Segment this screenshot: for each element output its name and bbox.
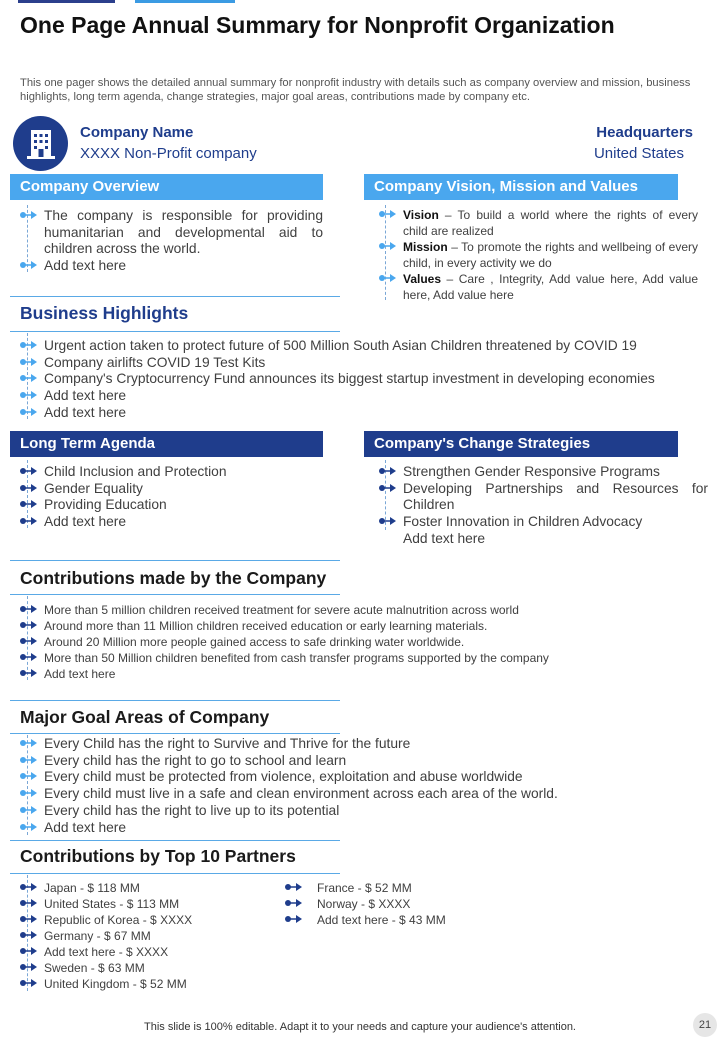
goals-rule-bottom xyxy=(10,733,340,734)
list-item-text: Add text here xyxy=(44,404,127,420)
list-item-text: Around 20 Million more people gained access to safe drinking water worldwide. xyxy=(44,635,465,649)
headquarters-value: United States xyxy=(593,145,684,162)
bullet-arrow-icon xyxy=(379,240,397,256)
bullet-arrow-icon xyxy=(20,977,38,993)
list-item-text: Norway - $ XXXX xyxy=(317,897,411,911)
contributions-rule-bottom xyxy=(10,594,340,595)
list-item xyxy=(20,481,323,498)
bullet-arrow-icon xyxy=(20,737,38,754)
bullet-arrow-icon xyxy=(20,821,38,838)
list-item xyxy=(20,880,270,896)
bullet-arrow-icon xyxy=(20,259,38,276)
bullet-arrow-icon xyxy=(20,372,38,389)
company-overview-header: Company Overview xyxy=(10,174,323,200)
list-item-text: Add text here xyxy=(44,667,116,681)
list-item-text: Around more than 11 Million children received education or early learning materials. xyxy=(44,619,488,633)
bullet-arrow-icon xyxy=(20,945,38,961)
list-item-text: Urgent action taken to protect future of 500 Million South Asian Children threatened by COVID 19 xyxy=(44,338,637,353)
headquarters-label: Headquarters xyxy=(596,124,693,141)
vision-mission-values-header: Company Vision, Mission and Values xyxy=(364,174,678,200)
bullet-arrow-icon xyxy=(20,515,38,532)
list-item xyxy=(20,258,323,275)
highlights-rule-bottom xyxy=(10,331,340,332)
list-item xyxy=(20,803,710,820)
list-item-text: Add text here xyxy=(44,388,127,404)
bullet-arrow-icon xyxy=(20,465,38,482)
bullet-arrow-icon xyxy=(285,881,303,897)
goals-list xyxy=(20,736,710,836)
highlights-list xyxy=(20,338,710,422)
company-name-label: Company Name xyxy=(80,124,194,141)
list-item-text: Every child has the right to go to school and learn xyxy=(44,752,347,768)
bullet-arrow-icon xyxy=(20,482,38,499)
bullet-arrow-icon xyxy=(20,754,38,771)
list-item xyxy=(20,208,323,258)
highlights-rule-top xyxy=(10,296,340,297)
list-item-text: Every child has the right to live up to its potential xyxy=(44,802,340,818)
list-item xyxy=(20,338,710,355)
list-item-text: Add text here xyxy=(44,258,127,274)
list-item-text: Child Inclusion and Protection xyxy=(44,464,227,479)
strategies-list xyxy=(379,464,708,548)
partners-rule-bottom xyxy=(10,873,340,874)
bullet-arrow-icon xyxy=(20,961,38,977)
bullet-arrow-icon xyxy=(20,804,38,821)
list-item xyxy=(20,976,270,992)
vision-item-label: Mission xyxy=(403,240,448,254)
bullet-arrow-icon xyxy=(379,272,397,288)
list-item-text: United States - $ 113 MM xyxy=(44,897,180,911)
list-item xyxy=(20,405,710,422)
list-item xyxy=(20,736,710,753)
list-item xyxy=(20,634,710,650)
list-item-text: Add text here - $ XXXX xyxy=(44,945,169,959)
list-item-text: Foster Innovation in Children Advocacy xyxy=(403,514,643,530)
list-item xyxy=(379,464,708,481)
list-item xyxy=(285,896,535,912)
bullet-arrow-icon xyxy=(20,603,38,619)
vision-item xyxy=(379,271,698,303)
list-item xyxy=(20,786,710,803)
list-item-text: Add text here xyxy=(44,514,127,530)
list-item xyxy=(20,602,710,618)
bullet-arrow-icon xyxy=(20,209,38,226)
overview-list xyxy=(20,208,323,275)
top-accent-bar-dark xyxy=(18,0,115,3)
partners-list-left xyxy=(20,880,270,992)
list-item-text: Add text here - $ 43 MM xyxy=(317,913,446,927)
bullet-arrow-icon xyxy=(20,406,38,423)
footer-note: This slide is 100% editable. Adapt it to your needs and capture your audience's attention. xyxy=(144,1021,576,1033)
list-item xyxy=(20,820,710,837)
contributions-list xyxy=(20,602,710,682)
business-highlights-heading: Business Highlights xyxy=(20,303,189,323)
list-item-text: Developing Partnerships and Resources for Children xyxy=(403,480,708,513)
bullet-arrow-icon xyxy=(20,667,38,683)
vision-list xyxy=(379,207,698,303)
list-item-text: Germany - $ 67 MM xyxy=(44,929,151,943)
contributions-rule-top xyxy=(10,560,340,561)
bullet-arrow-icon xyxy=(379,208,397,224)
vision-item xyxy=(379,207,698,239)
list-item-text: Add text here xyxy=(44,819,127,835)
page-subtitle: This one pager shows the detailed annual summary for nonprofit industry with details such as company overview and mission, business highlights, long term agenda, change strategies, major goal areas, contributions made by company etc. xyxy=(20,77,691,103)
list-item-text: Every Child has the right to Survive and Thrive for the future xyxy=(44,736,411,751)
list-item xyxy=(20,944,270,960)
list-item xyxy=(379,531,708,548)
bullet-arrow-icon xyxy=(20,770,38,787)
vision-item-text: – To promote the rights and wellbeing of every child, in every activity we do xyxy=(403,240,698,270)
vision-item xyxy=(379,239,698,271)
contributions-heading: Contributions made by the Company xyxy=(20,568,327,588)
list-item xyxy=(20,497,323,514)
list-item-text: Strengthen Gender Responsive Programs xyxy=(403,464,660,479)
list-item xyxy=(20,666,710,682)
bullet-arrow-icon xyxy=(20,339,38,356)
list-item-text: More than 5 million children received treatment for severe acute malnutrition across world xyxy=(44,603,519,617)
list-item-text: Every child must be protected from violence, exploitation and abuse worldwide xyxy=(44,769,523,785)
list-item-text: Add text here xyxy=(403,530,486,546)
vision-item-text: – Care , Integrity, Add value here, Add value here, Add value here xyxy=(403,272,698,302)
list-item xyxy=(20,355,710,372)
goals-heading: Major Goal Areas of Company xyxy=(20,707,270,727)
long-term-agenda-header: Long Term Agenda xyxy=(10,431,323,457)
goals-rule-top xyxy=(10,700,340,701)
list-item xyxy=(285,880,535,896)
list-item-text: More than 50 Million children benefited from cash transfer programs supported by the company xyxy=(44,651,549,665)
agenda-list xyxy=(20,464,323,531)
list-item xyxy=(20,650,710,666)
list-item xyxy=(379,514,708,531)
bullet-arrow-icon xyxy=(379,482,397,499)
list-item-text: Republic of Korea - $ XXXX xyxy=(44,913,193,927)
list-item-text: Company airlifts COVID 19 Test Kits xyxy=(44,354,266,370)
list-item xyxy=(379,481,708,514)
bullet-arrow-icon xyxy=(20,389,38,406)
bullet-arrow-icon xyxy=(285,897,303,913)
bullet-arrow-icon xyxy=(379,515,397,532)
building-icon xyxy=(13,116,68,171)
company-name-value: XXXX Non-Profit company xyxy=(80,145,257,162)
list-item-text: Company's Cryptocurrency Fund announces its biggest startup investment in developing economies xyxy=(44,371,655,387)
bullet-arrow-icon xyxy=(20,787,38,804)
bullet-arrow-icon xyxy=(379,465,397,482)
list-item xyxy=(20,388,710,405)
list-item-text: Gender Equality xyxy=(44,480,143,496)
vision-item-text: – To build a world where the rights of every child are realized xyxy=(403,208,698,238)
list-item-text: Sweden - $ 63 MM xyxy=(44,961,145,975)
list-item-text: United Kingdom - $ 52 MM xyxy=(44,977,187,991)
list-item-text: The company is responsible for providing humanitarian and developmental aid to children across the world. xyxy=(44,208,323,257)
page-title: One Page Annual Summary for Nonprofit Organization xyxy=(20,12,615,38)
page-number: 21 xyxy=(693,1013,717,1037)
list-item xyxy=(20,896,270,912)
list-item-text: France - $ 52 MM xyxy=(317,881,412,895)
bullet-arrow-icon xyxy=(20,651,38,667)
bullet-arrow-icon xyxy=(20,929,38,945)
list-item xyxy=(20,928,270,944)
top-accent-bar-light xyxy=(135,0,235,3)
bullet-arrow-icon xyxy=(20,897,38,913)
list-item xyxy=(20,618,710,634)
list-item xyxy=(20,753,710,770)
vision-item-label: Values xyxy=(403,272,442,286)
bullet-arrow-icon xyxy=(20,635,38,651)
vision-item-label: Vision xyxy=(403,208,439,222)
list-item-text: Every child must live in a safe and clean environment across each area of the world. xyxy=(44,786,558,802)
list-item-text: Japan - $ 118 MM xyxy=(44,881,140,895)
bullet-arrow-icon xyxy=(20,913,38,929)
bullet-arrow-icon xyxy=(20,498,38,515)
bullet-arrow-icon xyxy=(20,356,38,373)
list-item xyxy=(20,960,270,976)
bullet-arrow-icon xyxy=(20,881,38,897)
list-item-text: Providing Education xyxy=(44,497,167,513)
list-item xyxy=(20,514,323,531)
list-item xyxy=(20,912,270,928)
bullet-arrow-icon xyxy=(285,913,303,929)
list-item xyxy=(285,912,535,928)
partners-list-right xyxy=(285,880,535,928)
bullet-arrow-icon xyxy=(20,619,38,635)
partners-heading: Contributions by Top 10 Partners xyxy=(20,846,296,866)
partners-rule-top xyxy=(10,840,340,841)
list-item xyxy=(20,769,710,786)
list-item xyxy=(20,371,710,388)
list-item xyxy=(20,464,323,481)
change-strategies-header: Company's Change Strategies xyxy=(364,431,678,457)
